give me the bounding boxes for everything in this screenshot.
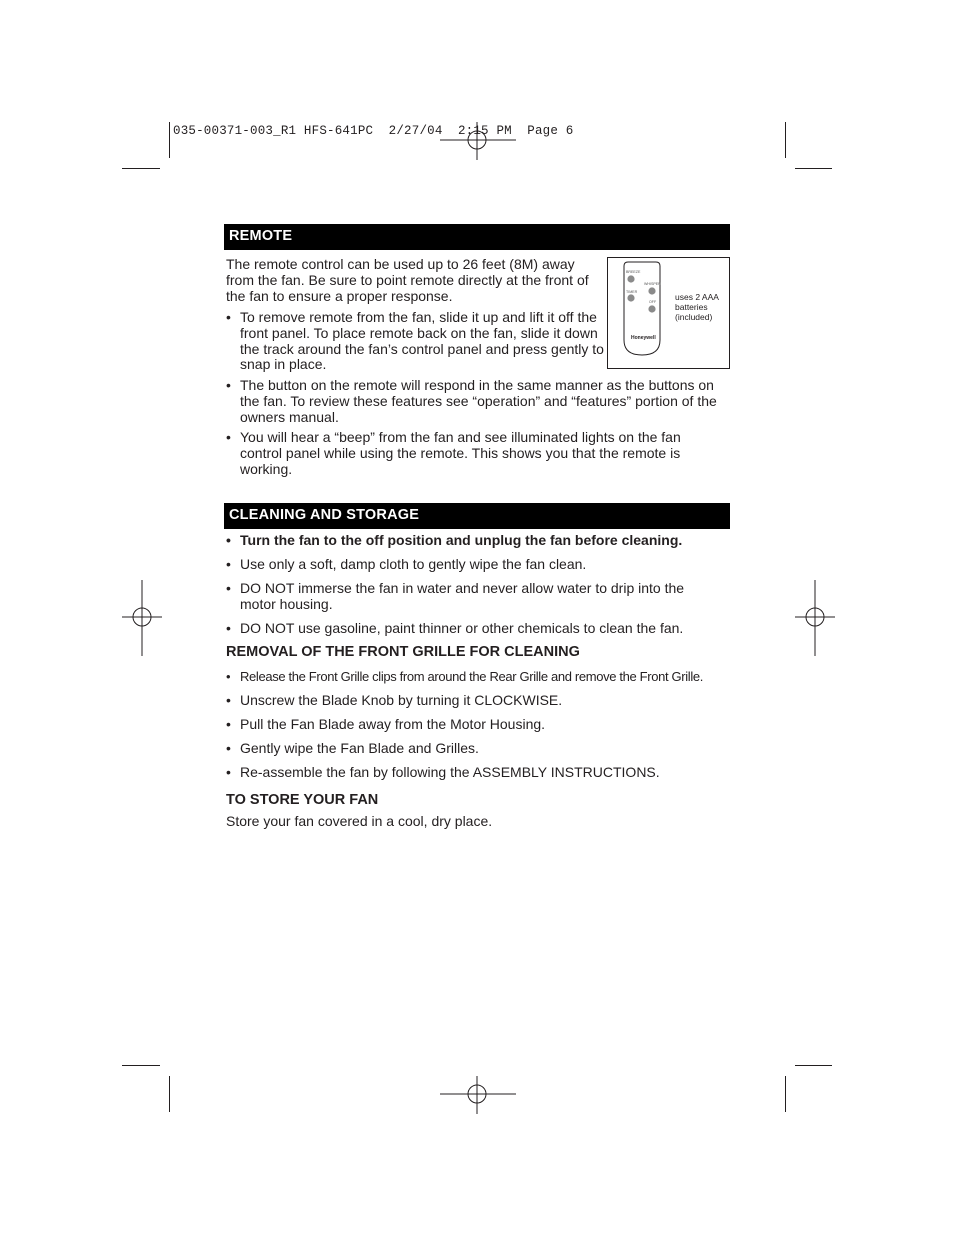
bullet-line: the track around the fan’s control panel and press gently to bbox=[240, 340, 604, 357]
remote-label-off: OFF bbox=[649, 300, 657, 304]
grille-bullet-3 bbox=[226, 717, 726, 733]
printer-slug: 035-00371-003_R1 HFS-641PC 2/27/04 2:15 PM Page 6 bbox=[173, 124, 574, 138]
bullet-dot: • bbox=[226, 580, 231, 596]
bullet-line: owners manual. bbox=[240, 408, 339, 425]
bullet-line: Re-assemble the fan by following the ASSEMBLY INSTRUCTIONS. bbox=[240, 764, 660, 780]
crop-mark bbox=[785, 122, 786, 158]
crop-mark bbox=[785, 1076, 786, 1112]
grille-bullet-2 bbox=[226, 693, 726, 709]
bullet-line: Gently wipe the Fan Blade and Grilles. bbox=[240, 740, 479, 756]
bullet-dot: • bbox=[226, 716, 231, 732]
registration-mark-bottom bbox=[440, 1076, 516, 1116]
bullet-dot: • bbox=[226, 764, 231, 780]
bullet-line: snap in place. bbox=[240, 356, 327, 373]
remote-heading: REMOTE bbox=[229, 228, 293, 244]
cleaning-bullet-3 bbox=[226, 621, 726, 637]
registration-mark-top bbox=[440, 120, 516, 160]
caption-line: uses 2 AAA bbox=[675, 292, 719, 302]
crop-mark bbox=[122, 168, 160, 169]
remote-heading-bar bbox=[224, 224, 730, 250]
cleaning-heading: CLEANING AND STORAGE bbox=[229, 507, 420, 523]
remote-intro-line: the fan to ensure a proper response. bbox=[226, 287, 453, 304]
grille-bullet-1 bbox=[226, 669, 726, 685]
cleaning-bullet-1 bbox=[226, 557, 726, 573]
grille-heading: REMOVAL OF THE FRONT GRILLE FOR CLEANING bbox=[226, 644, 580, 660]
grille-bullet-5 bbox=[226, 765, 726, 781]
remote-bullet-3 bbox=[226, 430, 726, 477]
bullet-line: Use only a soft, damp cloth to gently wipe the fan clean. bbox=[240, 556, 587, 572]
bullet-line: To remove remote from the fan, slide it up and lift it off the bbox=[240, 309, 597, 325]
bullet-line: control panel while using the remote. This shows you that the remote is bbox=[240, 444, 681, 461]
remote-brand-logo: Honeywell bbox=[631, 335, 656, 341]
remote-bullet-2 bbox=[226, 378, 726, 425]
cleaning-bullet-2 bbox=[226, 581, 726, 613]
remote-caption bbox=[675, 292, 719, 322]
bullet-line: DO NOT use gasoline, paint thinner or other chemicals to clean the fan. bbox=[240, 620, 684, 636]
store-heading: TO STORE YOUR FAN bbox=[226, 792, 379, 808]
bullet-dot: • bbox=[226, 377, 231, 393]
crop-mark bbox=[122, 1065, 160, 1066]
bullet-line: The button on the remote will respond in the same manner as the buttons on bbox=[240, 377, 714, 393]
crop-mark bbox=[169, 1076, 170, 1112]
remote-label-whisper: WHISPER bbox=[644, 282, 661, 286]
registration-mark-left bbox=[122, 580, 162, 656]
bullet-dot: • bbox=[226, 620, 231, 636]
store-text: Store your fan covered in a cool, dry place. bbox=[226, 813, 493, 829]
crop-mark bbox=[795, 1065, 832, 1066]
bullet-line: front panel. To place remote back on the fan, slide it down bbox=[240, 324, 598, 341]
remote-label-timer: TIMER bbox=[626, 290, 638, 294]
bullet-line: DO NOT immerse the fan in water and never allow water to drip into the bbox=[240, 580, 685, 596]
bullet-line: working. bbox=[240, 460, 293, 477]
warning-text: Turn the fan to the off position and unplug the fan before cleaning. bbox=[240, 532, 683, 548]
crop-mark bbox=[795, 168, 832, 169]
caption-line: batteries bbox=[675, 302, 708, 312]
bullet-line: Pull the Fan Blade away from the Motor Housing. bbox=[240, 716, 546, 732]
cleaning-heading-bar bbox=[224, 503, 730, 529]
bullet-line: the fan. To review these features see “operation” and “features” portion of the bbox=[240, 392, 717, 409]
bullet-line: You will hear a “beep” from the fan and see illuminated lights on the fan bbox=[240, 429, 681, 445]
remote-figure bbox=[607, 257, 730, 369]
bullet-line: Unscrew the Blade Knob by turning it CLOCKWISE. bbox=[240, 692, 563, 708]
bullet-dot: • bbox=[226, 429, 231, 445]
remote-intro bbox=[226, 257, 589, 304]
registration-mark-right bbox=[795, 580, 835, 656]
bullet-dot: • bbox=[226, 532, 231, 548]
bullet-dot: • bbox=[226, 740, 231, 756]
cleaning-warning bbox=[226, 533, 736, 549]
bullet-dot: • bbox=[226, 556, 231, 572]
bullet-dot: • bbox=[226, 309, 231, 325]
bullet-line: Release the Front Grille clips from around the Rear Grille and remove the Front Grille. bbox=[240, 669, 704, 684]
remote-label-breeze: BREEZE bbox=[626, 270, 641, 274]
grille-bullet-4 bbox=[226, 741, 726, 757]
remote-intro-line: from the fan. Be sure to point remote directly at the front of bbox=[226, 271, 589, 288]
bullet-dot: • bbox=[226, 692, 231, 708]
crop-mark bbox=[169, 122, 170, 158]
remote-intro-line: The remote control can be used up to 26 feet (8M) away bbox=[226, 256, 575, 272]
caption-line: (included) bbox=[675, 312, 713, 322]
bullet-line: motor housing. bbox=[240, 595, 333, 612]
bullet-dot: • bbox=[226, 669, 231, 684]
